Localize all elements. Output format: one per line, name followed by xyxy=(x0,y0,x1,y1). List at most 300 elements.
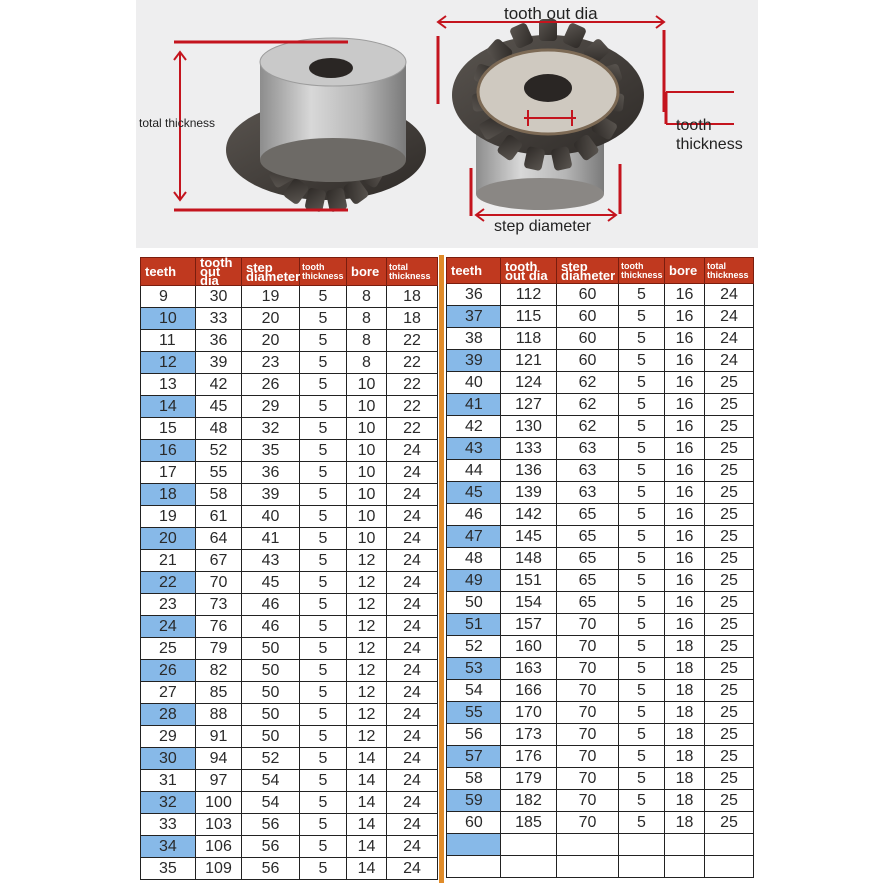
step-diameter-cell: 70 xyxy=(557,746,619,768)
tooth-out-dia-cell: 115 xyxy=(501,306,557,328)
sprocket-illustration xyxy=(136,0,758,248)
teeth-cell: 55 xyxy=(447,702,501,724)
table-row xyxy=(447,328,754,350)
bore-cell: 12 xyxy=(347,616,387,638)
teeth-cell: 40 xyxy=(447,372,501,394)
tooth-out-dia-cell: 130 xyxy=(501,416,557,438)
step-diameter-cell: 32 xyxy=(242,418,300,440)
total-thickness-cell: 25 xyxy=(705,746,754,768)
tooth-thickness-cell: 5 xyxy=(619,636,665,658)
tooth-thickness-cell: 5 xyxy=(619,680,665,702)
teeth-cell: 31 xyxy=(141,770,196,792)
tooth-thickness-cell: 5 xyxy=(300,616,347,638)
bore-cell: 10 xyxy=(347,396,387,418)
bore-cell: 8 xyxy=(347,308,387,330)
teeth-cell: 32 xyxy=(141,792,196,814)
table-row xyxy=(447,504,754,526)
step-diameter-cell: 52 xyxy=(242,748,300,770)
total-thickness-cell: 25 xyxy=(705,592,754,614)
tooth-thickness-cell: 5 xyxy=(300,308,347,330)
step-diameter-cell: 70 xyxy=(557,790,619,812)
step-diameter-cell: 60 xyxy=(557,350,619,372)
table-row xyxy=(141,836,438,858)
step-diameter-cell: 63 xyxy=(557,482,619,504)
tooth-thickness-cell: 5 xyxy=(300,352,347,374)
tooth-thickness-cell: 5 xyxy=(619,460,665,482)
tooth-out-dia-cell: 185 xyxy=(501,812,557,834)
table-row xyxy=(141,638,438,660)
teeth-cell: 39 xyxy=(447,350,501,372)
teeth-cell: 24 xyxy=(141,616,196,638)
bore-cell: 18 xyxy=(665,658,705,680)
table-row xyxy=(447,438,754,460)
tooth-thickness-cell: 5 xyxy=(300,572,347,594)
table-row xyxy=(141,352,438,374)
step-diameter-cell: 65 xyxy=(557,526,619,548)
col-header-bore: bore xyxy=(665,258,705,284)
bore-cell: 16 xyxy=(665,504,705,526)
teeth-cell: 45 xyxy=(447,482,501,504)
label-total-thickness: total thickness xyxy=(139,116,216,130)
tooth-out-dia-cell: 151 xyxy=(501,570,557,592)
tooth-thickness-cell: 5 xyxy=(300,660,347,682)
bore-cell: 10 xyxy=(347,528,387,550)
bore-cell: 16 xyxy=(665,614,705,636)
tooth-thickness-cell xyxy=(619,834,665,856)
tooth-out-dia-cell: 82 xyxy=(196,660,242,682)
teeth-cell: 47 xyxy=(447,526,501,548)
tooth-out-dia-cell xyxy=(501,834,557,856)
step-diameter-cell xyxy=(557,856,619,878)
teeth-cell: 29 xyxy=(141,726,196,748)
teeth-cell: 25 xyxy=(141,638,196,660)
teeth-cell: 41 xyxy=(447,394,501,416)
tooth-out-dia-cell: 64 xyxy=(196,528,242,550)
bore-cell: 12 xyxy=(347,726,387,748)
step-diameter-cell: 41 xyxy=(242,528,300,550)
col-header-bore: bore xyxy=(347,258,387,286)
bore-cell: 10 xyxy=(347,418,387,440)
step-diameter-cell: 65 xyxy=(557,592,619,614)
teeth-cell: 48 xyxy=(447,548,501,570)
table-row xyxy=(447,526,754,548)
bore-cell: 16 xyxy=(665,438,705,460)
bore-cell: 8 xyxy=(347,330,387,352)
step-diameter-cell: 50 xyxy=(242,638,300,660)
tooth-thickness-cell: 5 xyxy=(619,306,665,328)
total-thickness-cell xyxy=(705,834,754,856)
col-header-step-diameter: step diameter xyxy=(557,258,619,284)
tooth-thickness-cell: 5 xyxy=(300,682,347,704)
label-tooth-thickness: tooth thickness xyxy=(676,117,743,153)
bore-cell: 10 xyxy=(347,462,387,484)
step-diameter-cell: 65 xyxy=(557,504,619,526)
step-diameter-cell: 20 xyxy=(242,330,300,352)
tooth-out-dia-cell: 94 xyxy=(196,748,242,770)
table-row xyxy=(141,748,438,770)
total-thickness-cell: 22 xyxy=(387,352,438,374)
tooth-thickness-cell: 5 xyxy=(619,592,665,614)
tooth-out-dia-cell: 145 xyxy=(501,526,557,548)
total-thickness-cell: 25 xyxy=(705,394,754,416)
bore-cell: 16 xyxy=(665,548,705,570)
tooth-out-dia-cell: 55 xyxy=(196,462,242,484)
table-row xyxy=(447,460,754,482)
total-thickness-cell: 25 xyxy=(705,372,754,394)
teeth-cell: 60 xyxy=(447,812,501,834)
teeth-cell: 33 xyxy=(141,814,196,836)
tooth-thickness-cell: 5 xyxy=(619,416,665,438)
tooth-thickness-cell: 5 xyxy=(300,638,347,660)
total-thickness-cell: 24 xyxy=(705,306,754,328)
total-thickness-cell: 24 xyxy=(387,594,438,616)
step-diameter-cell: 62 xyxy=(557,372,619,394)
tooth-out-dia-cell: 91 xyxy=(196,726,242,748)
tooth-thickness-cell: 5 xyxy=(619,284,665,306)
step-diameter-cell: 70 xyxy=(557,614,619,636)
total-thickness-cell: 18 xyxy=(387,286,438,308)
table-row xyxy=(447,614,754,636)
bore-cell: 14 xyxy=(347,814,387,836)
step-diameter-cell: 45 xyxy=(242,572,300,594)
table-row xyxy=(141,858,438,880)
table-row xyxy=(141,682,438,704)
step-diameter-cell: 23 xyxy=(242,352,300,374)
total-thickness-cell: 24 xyxy=(387,770,438,792)
teeth-cell: 20 xyxy=(141,528,196,550)
total-thickness-cell: 24 xyxy=(387,748,438,770)
tooth-out-dia-cell: 52 xyxy=(196,440,242,462)
step-diameter-cell: 65 xyxy=(557,548,619,570)
tooth-thickness-cell: 5 xyxy=(300,440,347,462)
tooth-out-dia-cell: 163 xyxy=(501,658,557,680)
table-row xyxy=(447,768,754,790)
col-header-total-thickness: total thickness xyxy=(705,258,754,284)
tooth-out-dia-cell: 173 xyxy=(501,724,557,746)
total-thickness-cell: 25 xyxy=(705,570,754,592)
teeth-cell: 49 xyxy=(447,570,501,592)
tooth-out-dia-cell: 176 xyxy=(501,746,557,768)
teeth-cell: 23 xyxy=(141,594,196,616)
step-diameter-cell: 36 xyxy=(242,462,300,484)
tooth-out-dia-cell: 106 xyxy=(196,836,242,858)
table-row xyxy=(141,374,438,396)
tooth-out-dia-cell: 179 xyxy=(501,768,557,790)
step-diameter-cell: 70 xyxy=(557,636,619,658)
table-row xyxy=(447,570,754,592)
bore-cell: 18 xyxy=(665,790,705,812)
teeth-cell: 37 xyxy=(447,306,501,328)
tooth-thickness-cell: 5 xyxy=(300,704,347,726)
tooth-thickness-cell: 5 xyxy=(619,548,665,570)
tooth-thickness-cell: 5 xyxy=(300,330,347,352)
step-diameter-cell: 70 xyxy=(557,812,619,834)
tooth-out-dia-cell: 127 xyxy=(501,394,557,416)
teeth-cell: 14 xyxy=(141,396,196,418)
bore-cell: 16 xyxy=(665,416,705,438)
tooth-out-dia-cell: 61 xyxy=(196,506,242,528)
total-thickness-cell: 24 xyxy=(705,328,754,350)
total-thickness-cell: 25 xyxy=(705,526,754,548)
teeth-cell: 54 xyxy=(447,680,501,702)
tooth-thickness-cell: 5 xyxy=(300,748,347,770)
total-thickness-cell: 24 xyxy=(387,682,438,704)
teeth-cell: 50 xyxy=(447,592,501,614)
total-thickness-cell: 25 xyxy=(705,460,754,482)
label-step-diameter: step diameter xyxy=(494,218,591,235)
table-row xyxy=(447,790,754,812)
table-divider xyxy=(439,255,444,883)
step-diameter-cell: 56 xyxy=(242,814,300,836)
table-row xyxy=(141,440,438,462)
tooth-thickness-cell: 5 xyxy=(619,614,665,636)
bore-cell: 16 xyxy=(665,526,705,548)
table-row xyxy=(141,616,438,638)
table-row xyxy=(447,724,754,746)
teeth-cell: 52 xyxy=(447,636,501,658)
bore-cell: 18 xyxy=(665,812,705,834)
tooth-out-dia-cell: 76 xyxy=(196,616,242,638)
tooth-out-dia-cell: 33 xyxy=(196,308,242,330)
teeth-cell: 43 xyxy=(447,438,501,460)
tooth-out-dia-cell: 142 xyxy=(501,504,557,526)
tooth-out-dia-cell: 30 xyxy=(196,286,242,308)
tooth-out-dia-cell: 88 xyxy=(196,704,242,726)
total-thickness-cell: 25 xyxy=(705,812,754,834)
step-diameter-cell: 70 xyxy=(557,768,619,790)
col-header-tooth-thickness: tooth thickness xyxy=(619,258,665,284)
table-row xyxy=(447,394,754,416)
teeth-cell: 9 xyxy=(141,286,196,308)
total-thickness-cell: 24 xyxy=(387,440,438,462)
tooth-out-dia-cell: 58 xyxy=(196,484,242,506)
teeth-cell: 36 xyxy=(447,284,501,306)
bore-cell: 8 xyxy=(347,352,387,374)
total-thickness-cell: 22 xyxy=(387,418,438,440)
teeth-cell: 59 xyxy=(447,790,501,812)
total-thickness-cell: 25 xyxy=(705,724,754,746)
table-row xyxy=(447,702,754,724)
total-thickness-cell: 25 xyxy=(705,614,754,636)
bore-cell: 18 xyxy=(665,636,705,658)
tooth-thickness-cell: 5 xyxy=(300,792,347,814)
tooth-out-dia-cell: 118 xyxy=(501,328,557,350)
tooth-out-dia-cell: 36 xyxy=(196,330,242,352)
tooth-thickness-cell: 5 xyxy=(300,550,347,572)
teeth-cell: 51 xyxy=(447,614,501,636)
tooth-thickness-cell: 5 xyxy=(619,526,665,548)
table-row xyxy=(447,636,754,658)
tooth-out-dia-cell: 124 xyxy=(501,372,557,394)
teeth-cell: 15 xyxy=(141,418,196,440)
table-row xyxy=(447,856,754,878)
total-thickness-cell: 24 xyxy=(387,572,438,594)
bore-cell: 10 xyxy=(347,506,387,528)
tooth-thickness-cell: 5 xyxy=(300,286,347,308)
step-diameter-cell: 40 xyxy=(242,506,300,528)
total-thickness-cell: 24 xyxy=(387,704,438,726)
bore-cell: 12 xyxy=(347,572,387,594)
bore-cell: 10 xyxy=(347,484,387,506)
tooth-out-dia-cell: 157 xyxy=(501,614,557,636)
table-row xyxy=(141,462,438,484)
tooth-out-dia-cell: 79 xyxy=(196,638,242,660)
col-header-teeth: teeth xyxy=(141,258,196,286)
table-row xyxy=(141,506,438,528)
tooth-thickness-cell: 5 xyxy=(619,570,665,592)
tooth-out-dia-cell: 170 xyxy=(501,702,557,724)
tooth-thickness-cell: 5 xyxy=(300,814,347,836)
step-diameter-cell: 20 xyxy=(242,308,300,330)
teeth-cell: 46 xyxy=(447,504,501,526)
bore-cell: 18 xyxy=(665,724,705,746)
tooth-thickness-cell: 5 xyxy=(300,836,347,858)
teeth-cell: 21 xyxy=(141,550,196,572)
table-row xyxy=(447,834,754,856)
total-thickness-cell: 25 xyxy=(705,658,754,680)
step-diameter-cell: 43 xyxy=(242,550,300,572)
total-thickness-cell: 25 xyxy=(705,636,754,658)
bore-cell: 8 xyxy=(347,286,387,308)
table-row xyxy=(447,812,754,834)
total-thickness-cell: 24 xyxy=(387,726,438,748)
bore-cell: 14 xyxy=(347,792,387,814)
bore-cell: 16 xyxy=(665,592,705,614)
total-thickness-cell: 24 xyxy=(705,350,754,372)
table-row xyxy=(141,418,438,440)
total-thickness-cell: 24 xyxy=(387,814,438,836)
table-row xyxy=(141,308,438,330)
spec-table-left xyxy=(140,257,438,880)
step-diameter-cell: 60 xyxy=(557,284,619,306)
tooth-thickness-cell: 5 xyxy=(619,768,665,790)
teeth-cell: 30 xyxy=(141,748,196,770)
tooth-out-dia-cell: 182 xyxy=(501,790,557,812)
tooth-thickness-cell: 5 xyxy=(619,372,665,394)
tooth-thickness-cell: 5 xyxy=(619,328,665,350)
total-thickness-cell: 24 xyxy=(387,616,438,638)
teeth-cell: 10 xyxy=(141,308,196,330)
total-thickness-cell: 24 xyxy=(387,462,438,484)
total-thickness-cell: 24 xyxy=(387,792,438,814)
tooth-thickness-cell: 5 xyxy=(619,724,665,746)
tooth-thickness-cell: 5 xyxy=(300,396,347,418)
col-header-tooth-thickness: tooth thickness xyxy=(300,258,347,286)
tooth-out-dia-cell: 67 xyxy=(196,550,242,572)
left-sprocket xyxy=(226,38,426,213)
tooth-thickness-cell: 5 xyxy=(300,462,347,484)
teeth-cell: 35 xyxy=(141,858,196,880)
tooth-out-dia-cell: 103 xyxy=(196,814,242,836)
step-diameter-cell: 19 xyxy=(242,286,300,308)
bore-cell: 10 xyxy=(347,374,387,396)
bore-cell: 14 xyxy=(347,836,387,858)
tooth-thickness-cell: 5 xyxy=(300,418,347,440)
total-thickness-cell: 25 xyxy=(705,680,754,702)
step-diameter-cell: 63 xyxy=(557,460,619,482)
right-sprocket xyxy=(452,19,644,210)
tooth-thickness-cell: 5 xyxy=(619,482,665,504)
step-diameter-cell: 63 xyxy=(557,438,619,460)
bore-cell: 12 xyxy=(347,682,387,704)
total-thickness-cell: 18 xyxy=(387,308,438,330)
tooth-thickness-cell: 5 xyxy=(300,770,347,792)
step-diameter-cell: 39 xyxy=(242,484,300,506)
total-thickness-cell: 24 xyxy=(387,660,438,682)
table-row xyxy=(141,704,438,726)
step-diameter-cell: 70 xyxy=(557,702,619,724)
tooth-out-dia-cell: 85 xyxy=(196,682,242,704)
total-thickness-cell: 25 xyxy=(705,482,754,504)
table-row xyxy=(141,660,438,682)
table-row xyxy=(141,770,438,792)
step-diameter-cell: 60 xyxy=(557,328,619,350)
total-thickness-cell: 24 xyxy=(387,858,438,880)
tooth-out-dia-cell: 166 xyxy=(501,680,557,702)
bore-cell: 18 xyxy=(665,680,705,702)
bore-cell: 12 xyxy=(347,660,387,682)
step-diameter-cell: 29 xyxy=(242,396,300,418)
step-diameter-cell: 35 xyxy=(242,440,300,462)
total-thickness-cell: 24 xyxy=(387,550,438,572)
table-row xyxy=(141,726,438,748)
total-thickness-cell: 25 xyxy=(705,438,754,460)
table-row xyxy=(447,306,754,328)
sprocket-diagram xyxy=(136,0,758,248)
table-row xyxy=(141,550,438,572)
bore-cell: 14 xyxy=(347,858,387,880)
tooth-thickness-cell: 5 xyxy=(300,858,347,880)
teeth-cell: 13 xyxy=(141,374,196,396)
total-thickness-cell: 25 xyxy=(705,768,754,790)
table-row xyxy=(141,792,438,814)
bore-cell: 16 xyxy=(665,350,705,372)
bore-cell: 16 xyxy=(665,394,705,416)
col-header-tooth-out-dia: tooth out dia xyxy=(196,258,242,286)
step-diameter-cell: 56 xyxy=(242,858,300,880)
total-thickness-cell: 24 xyxy=(387,506,438,528)
table-row xyxy=(141,330,438,352)
tooth-out-dia-cell: 48 xyxy=(196,418,242,440)
step-diameter-cell: 60 xyxy=(557,306,619,328)
teeth-cell: 57 xyxy=(447,746,501,768)
tooth-thickness-cell: 5 xyxy=(300,528,347,550)
tooth-out-dia-cell: 109 xyxy=(196,858,242,880)
teeth-cell: 38 xyxy=(447,328,501,350)
step-diameter-cell: 50 xyxy=(242,660,300,682)
total-thickness-cell: 22 xyxy=(387,374,438,396)
step-diameter-cell: 65 xyxy=(557,570,619,592)
bore-cell: 14 xyxy=(347,770,387,792)
step-diameter-cell: 50 xyxy=(242,726,300,748)
bore-cell: 14 xyxy=(347,748,387,770)
teeth-cell: 56 xyxy=(447,724,501,746)
tooth-out-dia-cell: 39 xyxy=(196,352,242,374)
table-row xyxy=(447,680,754,702)
total-thickness-cell xyxy=(705,856,754,878)
step-diameter-cell xyxy=(557,834,619,856)
tooth-out-dia-cell: 160 xyxy=(501,636,557,658)
tooth-thickness-cell: 5 xyxy=(619,394,665,416)
tooth-out-dia-cell: 100 xyxy=(196,792,242,814)
col-header-teeth: teeth xyxy=(447,258,501,284)
step-diameter-cell: 26 xyxy=(242,374,300,396)
teeth-cell: 34 xyxy=(141,836,196,858)
teeth-cell: 27 xyxy=(141,682,196,704)
teeth-cell: 53 xyxy=(447,658,501,680)
tooth-out-dia-cell: 112 xyxy=(501,284,557,306)
teeth-cell: 17 xyxy=(141,462,196,484)
